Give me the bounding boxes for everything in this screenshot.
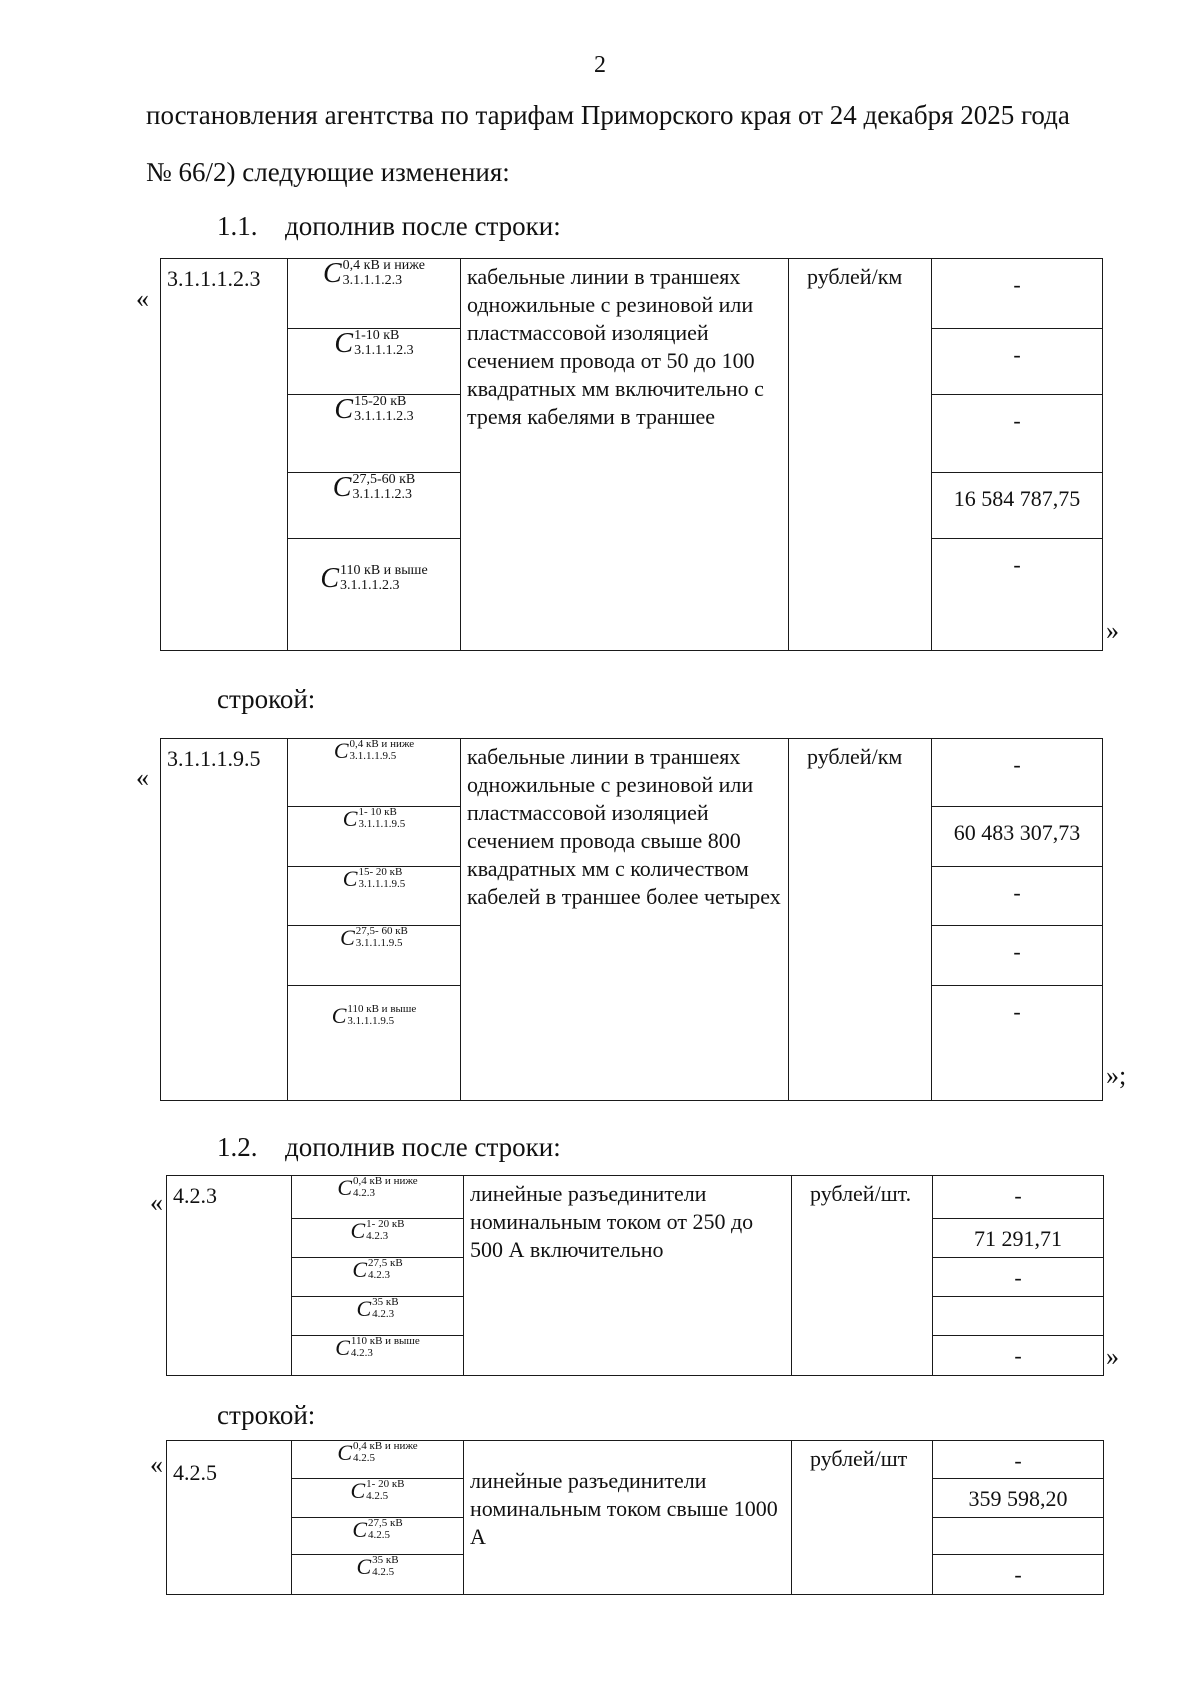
close-quote: » [1106,1342,1119,1371]
voltage-level: 0,4 кВ и ниже [342,258,425,273]
voltage-level: 0,4 кВ и ниже [353,1175,418,1187]
section-1-2-heading [217,1132,561,1163]
voltage-level: 27,5-60 кВ [352,472,416,487]
symbol-cell [292,1176,464,1219]
voltage-level: 0,4 кВ и ниже [353,1440,418,1452]
symbol-letter: C [350,1477,366,1503]
tariff-value: - [932,539,1103,651]
symbol-cell [292,1336,464,1376]
symbol-cell [292,1518,464,1555]
voltage-level: 27,5- 60 кВ [355,925,408,937]
replace-label: строкой: [217,684,316,714]
open-quote: « [150,1188,163,1217]
voltage-level: 27,5 кВ [368,1517,403,1529]
tariff-value: - [932,926,1103,986]
voltage-level: 35 кВ [372,1554,399,1566]
symbol-letter: C [333,737,349,763]
tariff-value: - [933,1555,1104,1595]
voltage-level: 1-10 кВ [354,328,400,343]
tariff-value: - [933,1336,1104,1376]
symbol-cell [288,986,461,1101]
tariff-value: - [932,739,1103,807]
symbol-cell [288,739,461,807]
symbol-subscript: 3.1.1.1.9.5 [347,1015,395,1027]
row-unit: рублей/шт. [792,1176,933,1376]
symbol-cell [288,259,461,329]
symbol-subscript: 3.1.1.1.9.5 [349,749,397,762]
row-code: 3.1.1.1.2.3 [161,259,288,651]
voltage-level: 1- 20 кВ [366,1218,405,1230]
symbol-letter: C [352,1516,367,1542]
intro-line-2: № 66/2) следующие изменения: [146,157,510,187]
symbol-letter: C [337,1439,352,1465]
symbol-subscript: 4.2.5 [372,1565,395,1578]
symbol-subscript: 3.1.1.1.9.5 [358,817,406,830]
section-number: 1.2. [217,1132,258,1162]
page-number: 2 [594,52,606,78]
section-number: 1.1. [217,211,258,241]
symbol-cell [292,1555,464,1595]
symbol-letter: C [342,865,358,891]
section-text: дополнив после строки: [285,1132,561,1162]
row-description: кабельные линии в траншеях одножильные с резиновой или пластмассовой изоляцией сечением провода от 50 до 100 квадратных мм включительно с тремя кабелями в траншее [461,259,789,651]
tariff-value: - [933,1176,1104,1219]
tariff-value: - [933,1258,1104,1297]
symbol-cell [288,539,461,651]
voltage-level: 110 кВ и выше [347,1003,417,1016]
row-code: 4.2.3 [167,1176,292,1376]
tariff-value: 359 598,20 [933,1479,1104,1518]
voltage-level: 27,5 кВ [368,1257,403,1269]
tariff-value: - [932,259,1103,329]
symbol-subscript: 4.2.3 [366,1229,389,1242]
tariff-value: - [932,329,1103,395]
symbol-letter: C [356,1295,372,1321]
symbol-subscript: 3.1.1.1.2.3 [342,272,403,288]
symbol-letter: C [356,1553,372,1579]
symbol-letter: C [331,1003,347,1028]
tariff-value [933,1518,1104,1555]
row-code: 3.1.1.1.9.5 [161,739,288,1101]
tariff-value: - [933,1441,1104,1479]
symbol-letter: C [340,924,355,950]
tariff-table-1 [160,258,1103,651]
tariff-table-3 [166,1175,1104,1376]
voltage-level: 1- 10 кВ [358,806,397,818]
close-quote: » [1106,616,1119,645]
symbol-cell [292,1297,464,1336]
open-quote: « [136,763,149,792]
symbol-cell [288,807,461,867]
row-unit: рублей/км [789,259,932,651]
symbol-subscript: 3.1.1.1.9.5 [358,877,406,890]
open-quote: « [136,284,149,313]
symbol-subscript: 4.2.5 [353,1451,375,1464]
tariff-table-4 [166,1440,1104,1595]
tariff-value: - [932,395,1103,473]
symbol-letter: C [334,393,354,425]
row-unit: рублей/км [789,739,932,1101]
symbol-letter: C [320,563,340,594]
symbol-letter: C [334,327,354,359]
tariff-value: 71 291,71 [933,1219,1104,1258]
row-description: линейные разъединители номинальным током от 250 до 500 А включительно [464,1176,792,1376]
symbol-subscript: 4.2.5 [368,1528,390,1541]
symbol-cell [288,329,461,395]
symbol-cell [288,926,461,986]
symbol-cell [292,1258,464,1297]
symbol-letter: C [342,805,358,831]
tariff-table-2 [160,738,1103,1101]
symbol-subscript: 4.2.3 [368,1268,390,1281]
symbol-cell [288,395,461,473]
symbol-letter: C [335,1334,350,1360]
open-quote: « [150,1450,163,1479]
voltage-level: 110 кВ и выше [340,563,428,579]
close-quote: »; [1106,1061,1127,1090]
voltage-level: 35 кВ [372,1296,399,1308]
tariff-value: 60 483 307,73 [932,807,1103,867]
tariff-value [933,1297,1104,1336]
symbol-letter: C [332,471,352,503]
symbol-cell [288,867,461,926]
voltage-level: 15-20 кВ [354,394,407,409]
symbol-cell [292,1219,464,1258]
symbol-letter: C [352,1256,367,1282]
section-1-1-heading [217,211,561,242]
symbol-subscript: 3.1.1.1.2.3 [354,342,414,358]
tariff-value: 16 584 787,75 [932,473,1103,539]
voltage-level: 1- 20 кВ [366,1478,405,1490]
symbol-subscript: 4.2.5 [366,1489,389,1502]
symbol-cell [292,1441,464,1479]
symbol-subscript: 4.2.3 [353,1186,375,1199]
symbol-subscript: 3.1.1.1.2.3 [352,486,412,502]
symbol-cell [288,473,461,539]
symbol-subscript: 4.2.3 [350,1346,373,1359]
intro-line-1: постановления агентства по тарифам Приморского края от 24 декабря 2025 года [146,100,1070,130]
symbol-subscript: 3.1.1.1.2.3 [354,408,414,424]
row-description: кабельные линии в траншеях одножильные с резиновой или пластмассовой изоляцией сечением провода свыше 800 квадратных мм с количеством кабелей в траншее более четырех [461,739,789,1101]
symbol-cell [292,1479,464,1518]
symbol-subscript: 3.1.1.1.9.5 [355,936,403,949]
symbol-letter: C [337,1174,352,1200]
symbol-subscript: 4.2.3 [372,1307,395,1320]
voltage-level: 15- 20 кВ [358,866,403,878]
symbol-subscript: 3.1.1.1.2.3 [340,578,400,593]
symbol-letter: C [350,1217,366,1243]
replace-label: строкой: [217,1400,316,1430]
voltage-level: 110 кВ и выше [350,1335,420,1347]
section-text: дополнив после строки: [285,211,561,241]
symbol-letter: C [322,257,342,289]
row-description: линейные разъединители номинальным током свыше 1000 А [464,1441,792,1595]
row-code: 4.2.5 [167,1441,292,1595]
voltage-level: 0,4 кВ и ниже [349,738,415,750]
tariff-value: - [932,986,1103,1101]
tariff-value: - [932,867,1103,926]
row-unit: рублей/шт [792,1441,933,1595]
